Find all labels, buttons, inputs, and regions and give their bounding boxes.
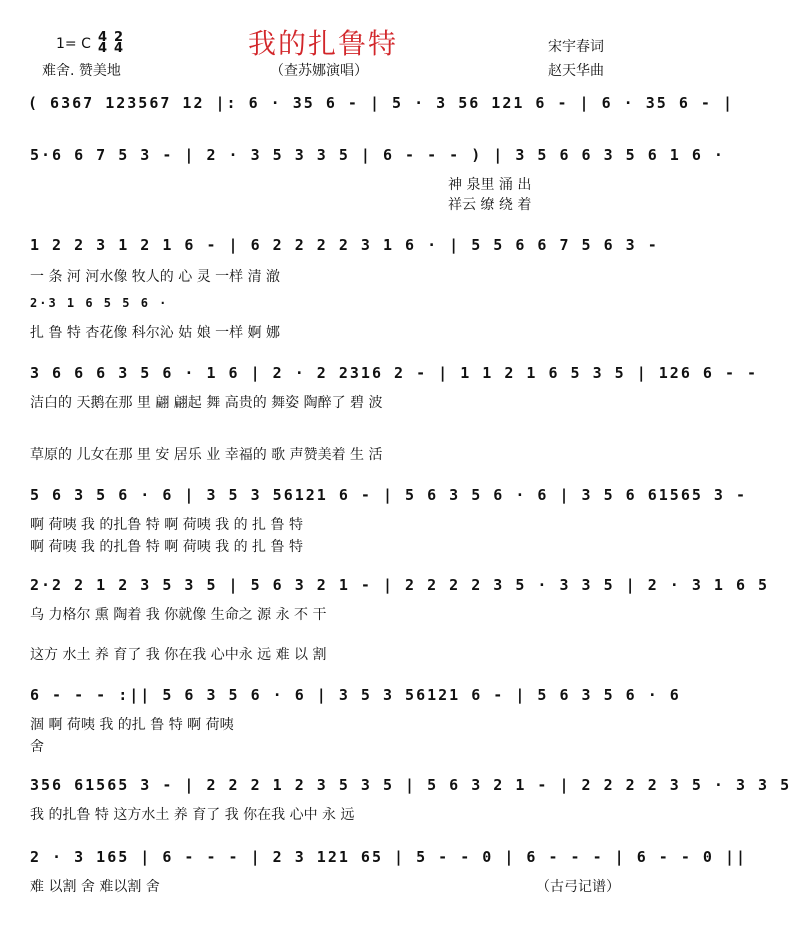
lyrics-row-7-verse-2: 这方 水土 养 育了 我 你在我 心中永 远 难 以 割 xyxy=(30,647,327,663)
lyrics-row-3: 一 条 河 河水像 牧人的 心 灵 一样 清 澈 xyxy=(30,269,281,285)
time-signature: 4 4 xyxy=(98,30,108,56)
key-signature: 1= C xyxy=(56,36,91,52)
lyrics-row-6-verse-2: 啊 荷咦 我 的扎鲁 特 啊 荷咦 我 的 扎 鲁 特 xyxy=(30,539,303,555)
lyrics-row-7-verse-1: 乌 力格尔 熏 陶着 我 你就像 生命之 源 永 不 干 xyxy=(30,607,327,623)
singer: （查苏娜演唱） xyxy=(270,63,368,79)
score-row-8: 6 - - - :|| 5 6 3 5 6 · 6 | 3 5 3 56121 6 - | 5 6 3 5 6 · 6 xyxy=(30,686,681,704)
mood-indication: 难舍. 赞美地 xyxy=(42,63,121,79)
lyrics-row-8-verse-1: 涸 啊 荷咦 我 的扎 鲁 特 啊 荷咦 xyxy=(30,717,234,733)
composer: 赵天华曲 xyxy=(548,63,604,79)
score-row-5: 3 6 6 6 3 5 6 · 1 6 | 2 · 2 2316 2 - | 1 1 2 1 6 5 3 5 | 126 6 - - xyxy=(30,364,759,382)
lyrics-row-4: 扎 鲁 特 杏花像 科尔沁 姑 娘 一样 婀 娜 xyxy=(30,325,281,341)
lyrics-row-2-verse-2: 祥云 缭 绕 着 xyxy=(448,197,532,213)
time-signature-2: 2 4 xyxy=(114,30,124,56)
song-title: 我的扎鲁特 xyxy=(248,27,399,60)
lyrics-row-6-verse-1: 啊 荷咦 我 的扎鲁 特 啊 荷咦 我 的 扎 鲁 特 xyxy=(30,517,303,533)
lyrics-row-5-verse-1: 洁白的 天鹅在那 里 翩 翩起 舞 高贵的 舞姿 陶醉了 碧 波 xyxy=(30,395,383,411)
lyrics-row-10: 难 以割 舍 难以割 舍 xyxy=(30,879,160,895)
score-row-2: 5·6 6 7 5 3 - | 2 · 3 5 3 3 5 | 6 - - - ) | 3 5 6 6 3 5 6 1 6 · xyxy=(30,146,725,164)
transcriber-credit: （古弓记谱） xyxy=(536,879,620,895)
score-row-7: 2·2 2 1 2 3 5 3 5 | 5 6 3 2 1 - | 2 2 2 2 3 5 · 3 3 5 | 2 · 3 1 6 5 xyxy=(30,576,770,594)
score-row-4: 2·3 1 6 5 5 6 · xyxy=(30,296,169,310)
lyrics-row-2-verse-1: 神 泉里 涌 出 xyxy=(448,177,532,193)
score-row-1: ( 6367 123567 12 |: 6 · 35 6 - | 5 · 3 56 121 6 - | 6 · 35 6 - | xyxy=(28,94,734,112)
lyricist: 宋宇春词 xyxy=(548,39,604,55)
score-row-9: 356 61565 3 - | 2 2 2 1 2 3 5 3 5 | 5 6 3 2 1 - | 2 2 2 2 3 5 · 3 3 5 xyxy=(30,776,791,794)
lyrics-row-8-verse-2: 舍 xyxy=(30,739,44,755)
lyrics-row-5-verse-2: 草原的 儿女在那 里 安 居乐 业 幸福的 歌 声赞美着 生 活 xyxy=(30,447,383,463)
score-row-3: 1 2 2 3 1 2 1 6 - | 6 2 2 2 2 3 1 6 · | 5 5 6 6 7 5 6 3 - xyxy=(30,236,659,254)
score-row-10: 2 · 3 165 | 6 - - - | 2 3 121 65 | 5 - - 0 | 6 - - - | 6 - - 0 || xyxy=(30,848,747,866)
score-row-6: 5 6 3 5 6 · 6 | 3 5 3 56121 6 - | 5 6 3 5 6 · 6 | 3 5 6 61565 3 - xyxy=(30,486,747,504)
lyrics-row-9: 我 的扎鲁 特 这方水土 养 育了 我 你在我 心中 永 远 xyxy=(30,807,355,823)
